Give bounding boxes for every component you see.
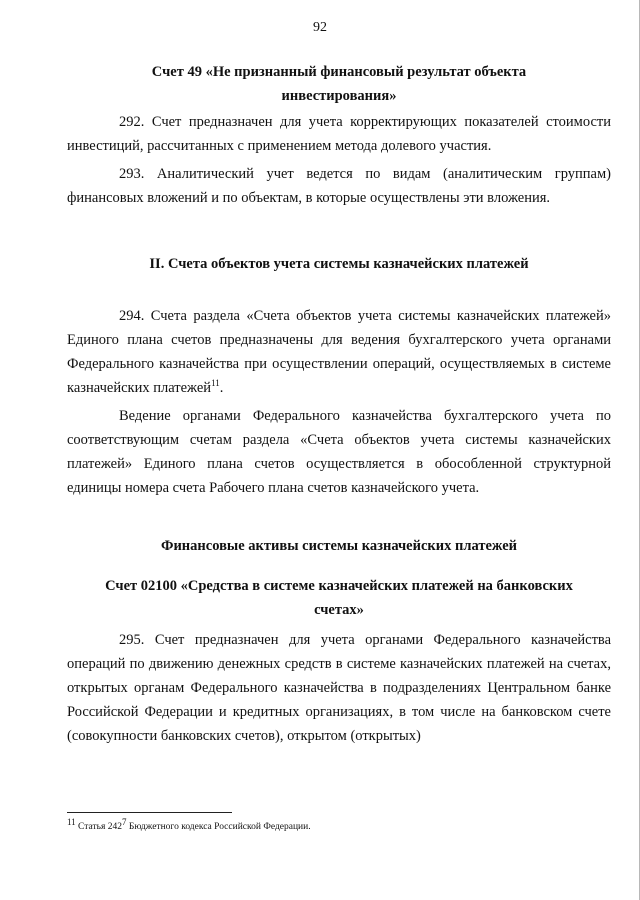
account-02100-heading xyxy=(67,574,611,622)
paragraph-295: 295. Счет предназначен для учета органами Федерального казначейства операций по движению денежных средств в системе казначейских платежей на счетах, открытых органам Федерального казначейства в подразделениях Центральном банке Российской Федерации и кредитных организациях, в том числе на банковском счете (совокупности банковских счетов), открытом (открытых) xyxy=(67,632,611,744)
footnote-text-after: Бюджетного кодекса Российской Федерации. xyxy=(126,822,311,832)
footnote-article-superscript: 7 xyxy=(121,816,127,827)
section-II-heading: II. Счета объектов учета системы казначейских платежей xyxy=(149,256,529,272)
footnote-11 xyxy=(67,816,607,834)
footnote-text-before: Статья 242 xyxy=(75,822,122,832)
financial-assets-heading: Финансовые активы системы казначейских платежей xyxy=(160,538,518,554)
account-02100-heading-line2: счетах» xyxy=(314,602,364,618)
paragraph-conduct: Ведение органами Федерального казначейства бухгалтерского учета по соответствующим счетам раздела «Счета объектов учета системы казначейских платежей» Единого плана счетов осуществляется в обособленной структурной единицы номера счета Рабочего плана счетов казначейского учета. xyxy=(67,408,611,496)
account-49-heading-line1: Счет 49 «Не признанный финансовый результат объекта xyxy=(151,64,527,80)
paragraph-294 xyxy=(67,304,611,400)
paragraph-294-end: . xyxy=(219,380,224,396)
account-49-heading-line2: инвестирования» xyxy=(281,88,397,104)
paragraph-293: 293. Аналитический учет ведется по видам (аналитическим группам) финансовых вложений и по объектам, в которые осуществлены эти вложения. xyxy=(67,166,611,206)
footnote-number: 11 xyxy=(67,816,76,827)
account-49-heading xyxy=(67,60,611,108)
paragraph-294-text: 294. Счета раздела «Счета объектов учета системы казначейских платежей» Единого плана счетов предназначены для ведения бухгалтерского учета органами Федерального казначейства при осуществлении операций, осуществляемых в системе казначейских платежей xyxy=(67,308,611,396)
page-number: 92 xyxy=(313,20,327,35)
footnote-separator xyxy=(67,812,232,813)
page-content xyxy=(67,60,611,752)
footnote-ref-11: 11 xyxy=(211,378,220,389)
account-02100-heading-line1: Счет 02100 «Средства в системе казначейских платежей на банковских xyxy=(105,578,573,594)
paragraph-292: 292. Счет предназначен для учета корректирующих показателей стоимости инвестиций, рассчитанных с применением метода долевого участия. xyxy=(67,114,611,154)
